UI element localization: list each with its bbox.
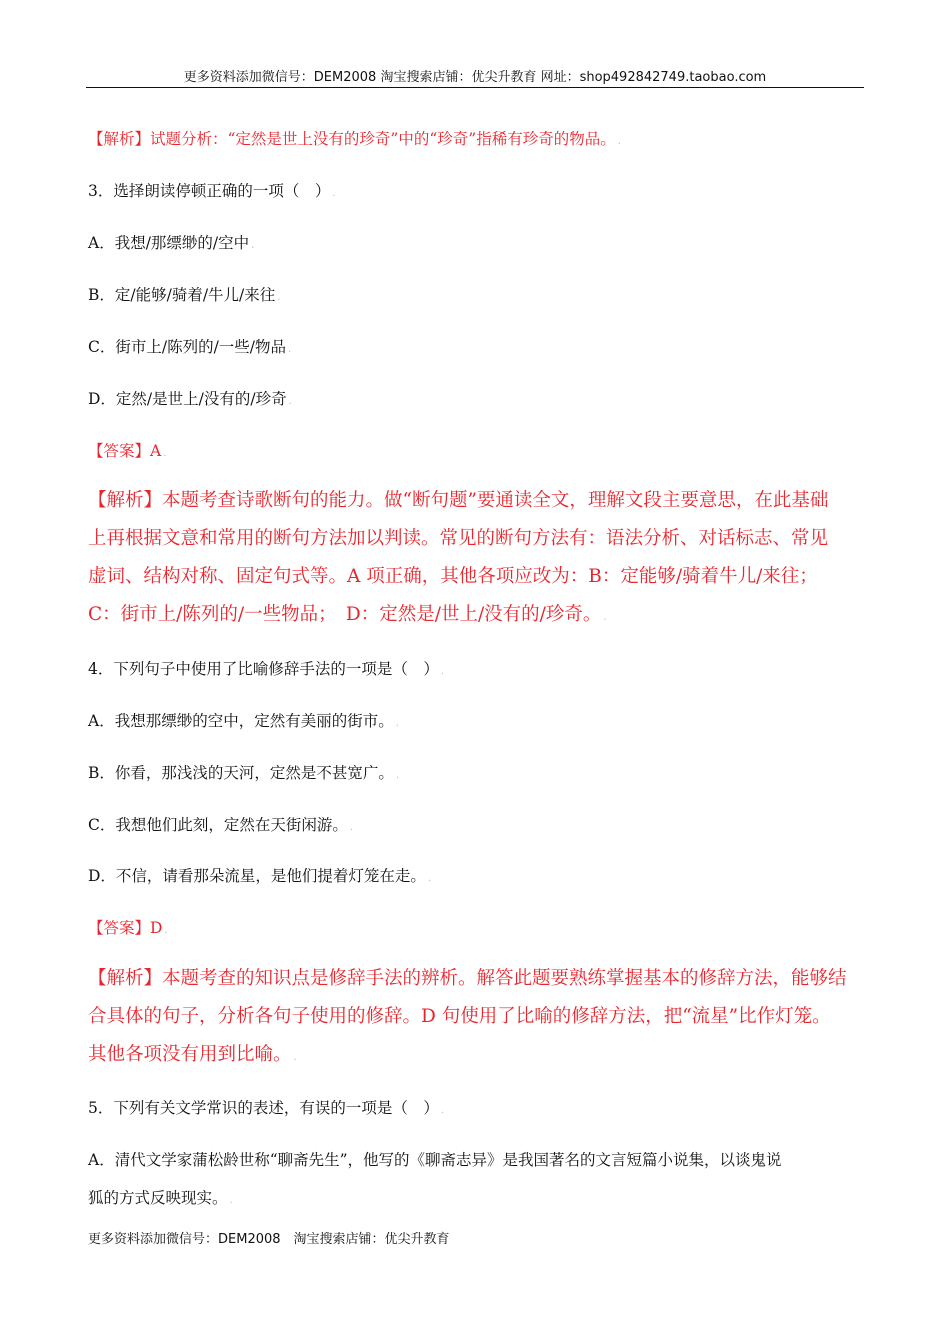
- question-3-option-d: D．定然/是世上/没有的/珍奇 .: [88, 390, 292, 408]
- question-4-option-d: D．不信，请看那朵流星，是他们提着灯笼在走。 .: [88, 867, 432, 885]
- question-3-answer: 【答案】A .: [88, 442, 167, 460]
- question-3-analysis-line-1: 【解析】本题考查诗歌断句的能力。做“断句题”要通读全文，理解文段主要意思，在此基础: [88, 490, 829, 511]
- question-4-analysis-line-3: 其他各项没有用到比喻。 .: [88, 1044, 297, 1065]
- question-4-option-a: A．我想那缥缈的空中，定然有美丽的街市。 .: [88, 712, 399, 730]
- question-3-option-c: C．街市上/陈列的/一些/物品 .: [88, 338, 292, 356]
- page-footer: 更多资料添加微信号：DEM2008 淘宝搜索店铺：优尖升教育: [88, 1232, 450, 1247]
- question-3-option-b: B．定/能够/骑着/牛儿/来往 .: [88, 286, 281, 304]
- question-5-option-a-line-2: 狐的方式反映现实。 .: [88, 1189, 233, 1207]
- question-3-analysis-line-2: 上再根据文意和常用的断句方法加以判读。常见的断句方法有：语法分析、对话标志、常见: [88, 528, 829, 549]
- page-header: 更多资料添加微信号：DEM2008 淘宝搜索店铺：优尖升教育 网址：shop492842749.taobao.com: [183, 70, 767, 85]
- question-3-option-a: A．我想/那缥缈的/空中 .: [88, 234, 255, 252]
- question-5-option-a-line-1: A．清代文学家蒲松龄世称“聊斋先生”，他写的《聊斋志异》是我国著名的文言短篇小说集，以谈鬼说: [88, 1151, 782, 1169]
- question-4-option-b: B．你看，那浅浅的天河，定然是不甚宽广。 .: [88, 764, 400, 782]
- analysis-1: 【解析】试题分析：“定然是世上没有的珍奇”中的“珍奇”指稀有珍奇的物品。 .: [88, 130, 621, 148]
- question-4-stem: 4．下列句子中使用了比喻修辞手法的一项是（ ） .: [88, 660, 445, 678]
- question-3-analysis-line-3: 虚词、结构对称、固定句式等。A 项正确，其他各项应改为：B：定能够/骑着牛儿/来往；: [88, 566, 818, 587]
- question-4-answer: 【答案】D .: [88, 919, 168, 937]
- question-3-stem: 3．选择朗读停顿正确的一项（ ） .: [88, 182, 336, 200]
- question-4-analysis-line-1: 【解析】本题考查的知识点是修辞手法的辨析。解答此题要熟练掌握基本的修辞方法，能够结: [88, 968, 847, 989]
- question-4-analysis-line-2: 合具体的句子，分析各句子使用的修辞。D 句使用了比喻的修辞方法，把“流星”比作灯笼。: [88, 1006, 831, 1027]
- question-4-option-c: C．我想他们此刻，定然在天街闲游。 .: [88, 816, 354, 834]
- question-3-analysis-line-4: C：街市上/陈列的/一些物品； D：定然是/世上/没有的/珍奇。 .: [88, 604, 607, 625]
- question-5-stem: 5．下列有关文学常识的表述，有误的一项是（ ） .: [88, 1099, 445, 1117]
- header-rule: [86, 87, 864, 88]
